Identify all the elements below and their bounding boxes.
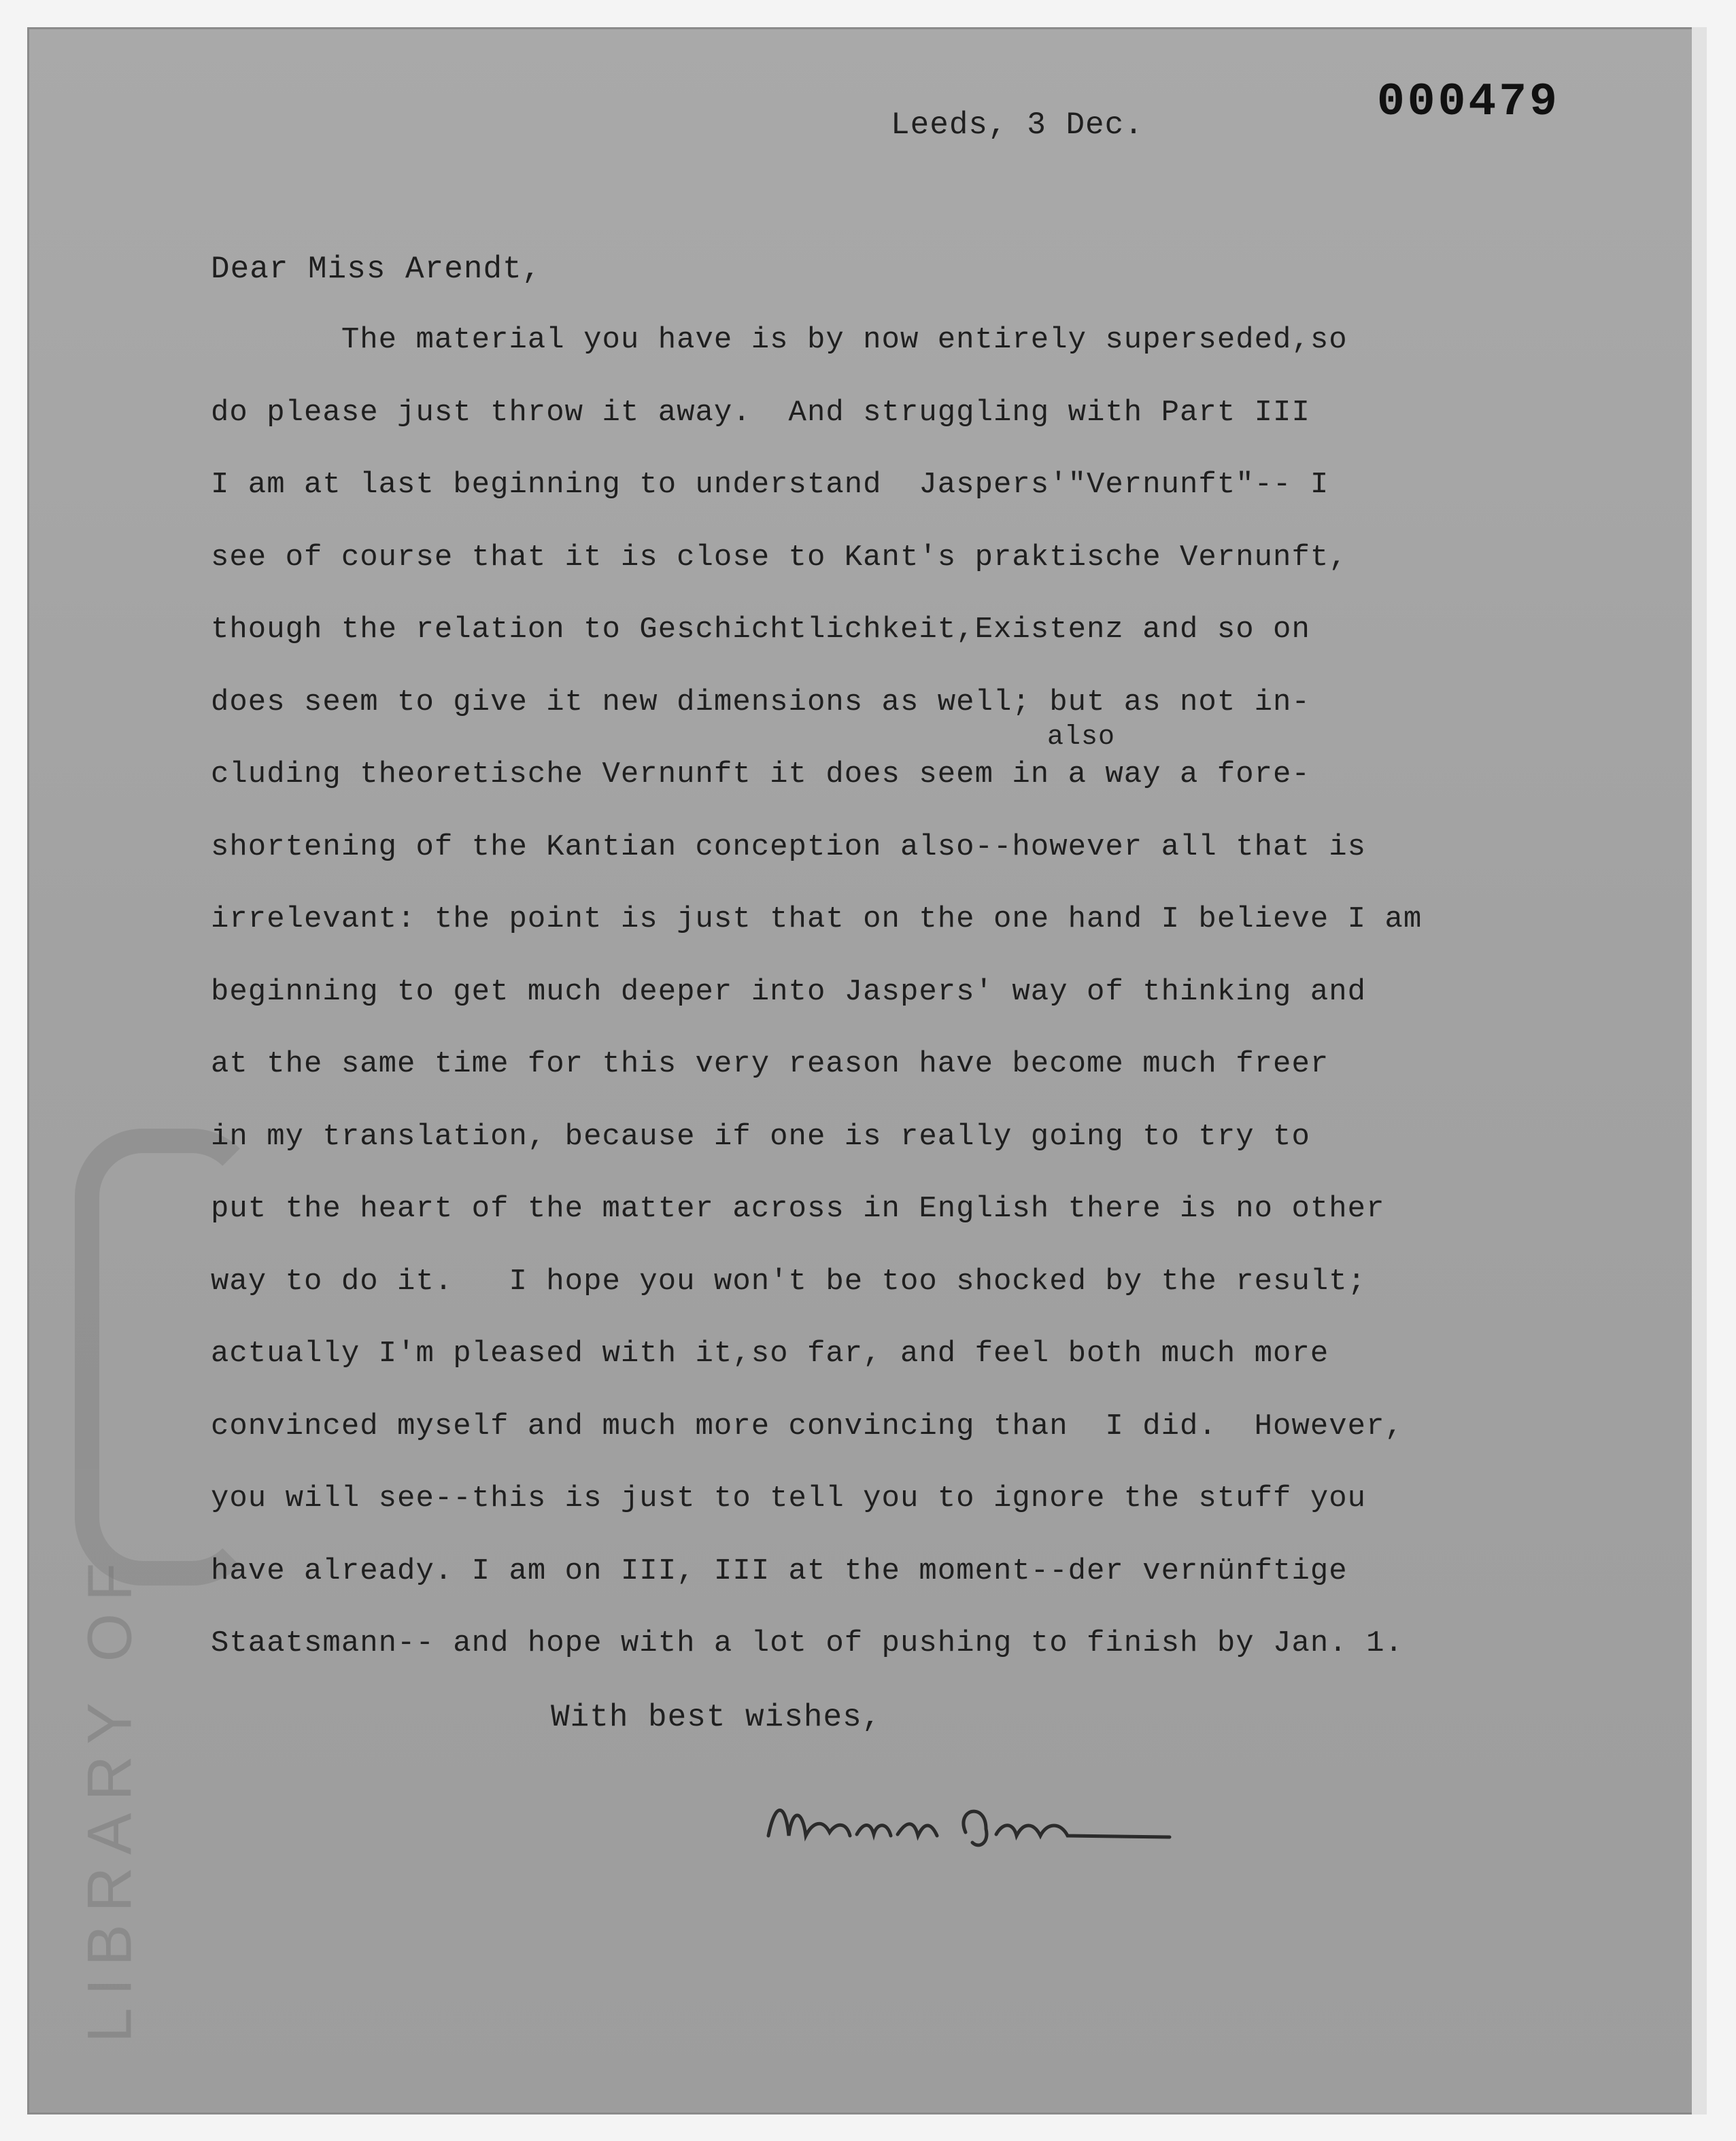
letter-line: shortening of the Kantian conception also--however all that is: [211, 829, 1367, 864]
signature: [762, 1781, 1183, 1863]
letter-line: cluding theoretische Vernunft it does seem in a way a fore-: [211, 757, 1310, 791]
letter-line: do please just throw it away. And struggling with Part III: [211, 395, 1310, 430]
interlinear-insert: also: [1047, 722, 1116, 753]
letter-line: way to do it. I hope you won't be too shocked by the result;: [211, 1264, 1367, 1299]
document-number: 000479: [1377, 76, 1560, 129]
letter-line: see of course that it is close to Kant's praktische Vernunft,: [211, 540, 1348, 575]
letter-line: at the same time for this very reason have become much freer: [211, 1047, 1329, 1081]
letter-sheet: [27, 27, 1707, 2114]
closing: With best wishes,: [551, 1700, 882, 1735]
library-watermark: LIBRARY OF: [75, 1550, 145, 2043]
letter-line: actually I'm pleased with it,so far, and feel both much more: [211, 1337, 1329, 1371]
letter-line: I am at last beginning to understand Jaspers'"Vernunft"-- I: [211, 468, 1329, 502]
salutation: Dear Miss Arendt,: [211, 252, 542, 287]
letter-line: convinced myself and much more convincing than I did. However,: [211, 1409, 1403, 1443]
letter-line: have already. I am on III, III at the moment--der vernünftige: [211, 1554, 1348, 1588]
letter-line: The material you have is by now entirely superseded,so: [211, 323, 1348, 357]
letter-line: irrelevant: the point is just that on the one hand I believe I am: [211, 902, 1423, 936]
letter-line: in my translation, because if one is really going to try to: [211, 1119, 1310, 1154]
letter-line: beginning to get much deeper into Jaspers' way of thinking and: [211, 974, 1367, 1009]
letter-line: Staatsmann-- and hope with a lot of pushing to finish by Jan. 1.: [211, 1626, 1403, 1660]
place-date: Leeds, 3 Dec.: [891, 107, 1144, 143]
letter-line: though the relation to Geschichtlichkeit,Existenz and so on: [211, 613, 1310, 647]
letter-line: does seem to give it new dimensions as well; but as not in-: [211, 685, 1310, 719]
letter-line: you will see--this is just to tell you to ignore the stuff you: [211, 1481, 1367, 1515]
letter-line: put the heart of the matter across in English there is no other: [211, 1192, 1385, 1226]
